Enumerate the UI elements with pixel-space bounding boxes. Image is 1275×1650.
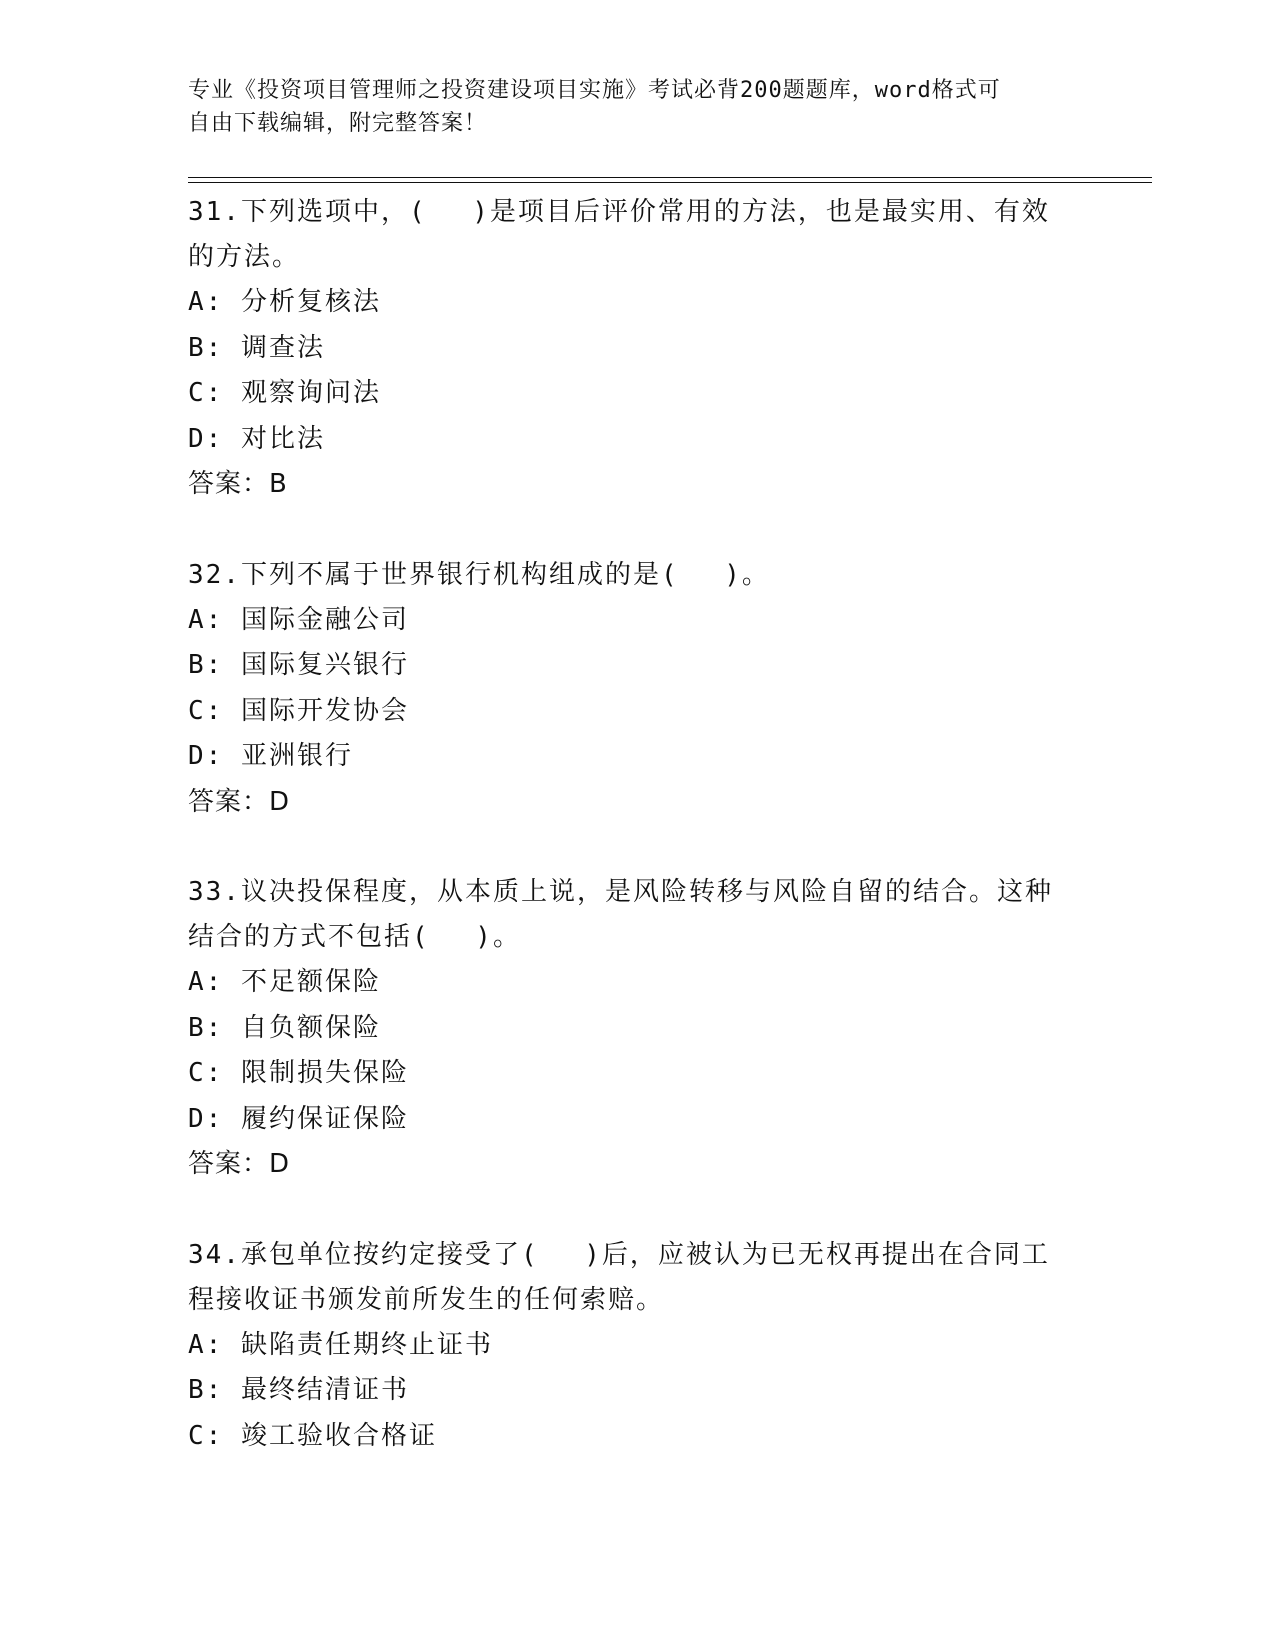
option-c: C: 观察询问法 [188,378,381,408]
question-33 [188,870,1128,1188]
question-stem-line: 程接收证书颁发前所发生的任何索赔。 [188,1284,665,1315]
answer-line: 答案：D [188,1149,291,1179]
option-b: B: 自负额保险 [188,1012,381,1043]
option-a: A: 分析复核法 [188,287,381,317]
question-spacer [188,508,1128,553]
option-d: D: 对比法 [188,423,325,454]
option-c: C: 限制损失保险 [188,1058,409,1088]
option-b: B: 国际复兴银行 [188,650,409,680]
question-stem-line: 结合的方式不包括( )。 [188,922,521,952]
question-spacer [188,1188,1128,1233]
question-list [188,190,1128,1459]
option-a: A: 不足额保险 [188,967,381,997]
question-stem-line: 34.承包单位按约定接受了( )后，应被认为已无权再提出在合同工 [188,1239,1050,1270]
option-c: C: 国际开发协会 [188,695,409,726]
question-34 [188,1233,1128,1460]
header-line-1: 专业《投资项目管理师之投资建设项目实施》考试必背200题题库，word格式可 [188,78,1001,103]
header-line-2: 自由下载编辑，附完整答案！ [188,111,488,136]
question-32 [188,553,1128,826]
option-b: B: 调查法 [188,332,325,363]
question-spacer [188,825,1128,870]
option-a: A: 缺陷责任期终止证书 [188,1329,493,1360]
option-a: A: 国际金融公司 [188,604,409,635]
question-31 [188,190,1128,508]
document-header [188,74,1088,140]
question-stem-line: 的方法。 [188,242,301,272]
header-divider-top [188,177,1152,178]
option-c: C: 竣工验收合格证 [188,1420,437,1451]
header-divider-bottom [188,182,1152,183]
question-stem-line: 31.下列选项中，( )是项目后评价常用的方法，也是最实用、有效 [188,197,1050,227]
question-stem-line: 32.下列不属于世界银行机构组成的是( )。 [188,559,770,590]
answer-line: 答案：B [188,469,288,499]
answer-line: 答案：D [188,786,291,817]
option-d: D: 亚洲银行 [188,741,353,771]
option-d: D: 履约保证保险 [188,1103,409,1134]
question-stem-line: 33.议决投保程度，从本质上说，是风险转移与风险自留的结合。这种 [188,877,1053,907]
option-b: B: 最终结清证书 [188,1375,409,1405]
